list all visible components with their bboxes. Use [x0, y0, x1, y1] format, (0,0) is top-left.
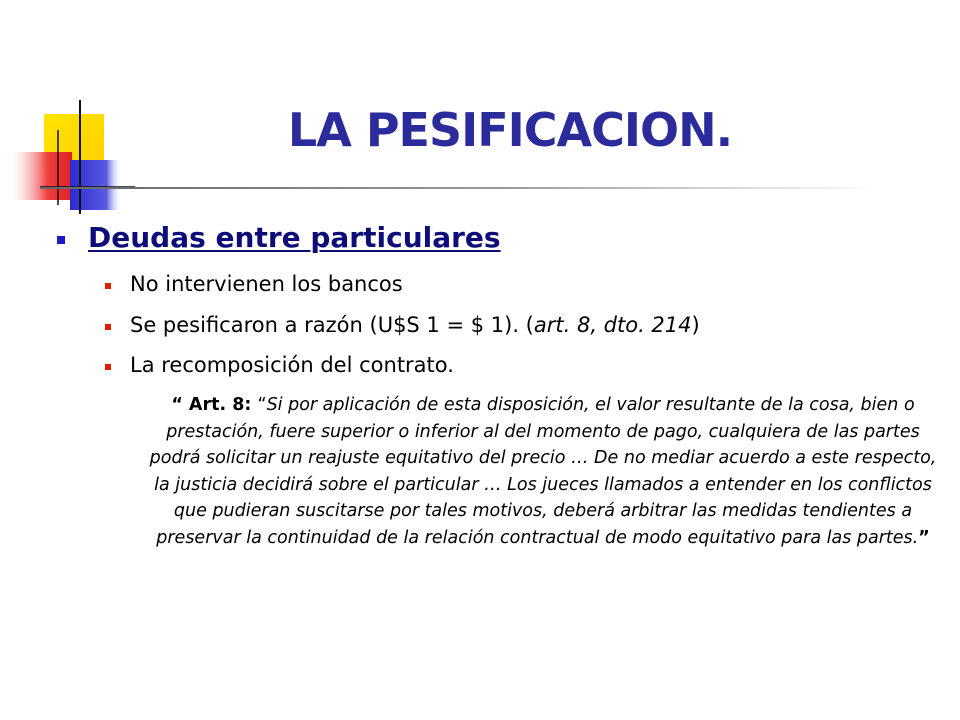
title-divider — [40, 187, 880, 189]
bullet-item: No intervienen los bancos — [130, 272, 403, 296]
heading-bullet-icon — [57, 236, 65, 244]
article-quote — [148, 392, 938, 551]
section-heading: Deudas entre particulares — [88, 221, 501, 254]
quote-open-mark: “ — [257, 395, 267, 415]
slide-title: LA PESIFICACION. — [287, 103, 733, 157]
bullet-citation: art. 8, dto. 214 — [533, 313, 692, 337]
bullet-icon — [105, 364, 111, 370]
corner-decoration — [0, 0, 140, 230]
bullet-text-end: ) — [691, 313, 700, 337]
red-square — [10, 152, 72, 200]
bullet-item: La recomposición del contrato. — [130, 353, 454, 377]
bullet-text: Se pesificaron a razón (U$S 1 = $ 1). ( — [130, 313, 534, 337]
bullet-icon — [105, 283, 111, 289]
bullet-icon — [105, 324, 111, 330]
quote-body: Si por aplicación de esta disposición, el valor resultante de la cosa, bien o prestación, fuere superior o inferior al del momento de pago, cualquiera de las partes podrá solicitar un reajuste equitativo del precio … De no mediar acuerdo a este respecto, la justicia decidirá sobre el particular … Los jueces llamados a entender en los conflictos que pudieran suscitarse por tales motivos, deberá arbitrar las medidas tendientes a preservar la continuidad de la relación contractual de modo equitativo para las partes. — [149, 395, 937, 548]
bullet-item — [130, 310, 700, 340]
quote-close-mark: ” — [918, 527, 930, 548]
blue-square — [70, 160, 122, 210]
quote-label: “ Art. 8: — [171, 395, 258, 415]
